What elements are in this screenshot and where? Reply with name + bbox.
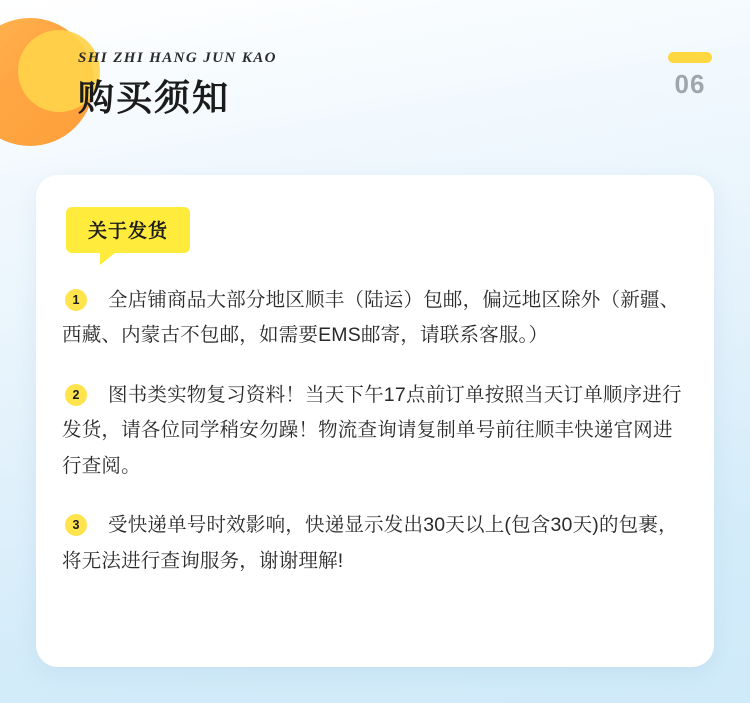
page-number: 06 <box>674 69 706 99</box>
page-title: 购买须知 <box>78 77 231 118</box>
notice-list <box>62 283 688 579</box>
item-number-badge: 1 <box>65 289 87 311</box>
item-number-badge: 2 <box>65 384 87 406</box>
list-item <box>62 508 688 579</box>
page-number-bar-decoration <box>668 52 712 63</box>
section-badge: 关于发货 <box>66 207 190 253</box>
item-number-badge: 3 <box>65 514 87 536</box>
header-text-group <box>78 50 277 118</box>
item-text: 图书类实物复习资料！当天下午17点前订单按照当天订单顺序进行发货，请各位同学稍安勿躁！物流查询请复制单号前往顺丰快递官网进行查阅。 <box>62 383 682 477</box>
list-item <box>62 283 688 354</box>
item-text: 受快递单号时效影响，快递显示发出30天以上(包含30天)的包裹，将无法进行查询服务，谢谢理解! <box>62 514 678 572</box>
item-text: 全店铺商品大部分地区顺丰（陆运）包邮，偏远地区除外（新疆、西藏、内蒙古不包邮，如需要EMS邮寄，请联系客服。） <box>62 289 680 347</box>
page-number-group <box>666 52 714 97</box>
list-item <box>62 378 688 484</box>
page-header <box>0 0 750 160</box>
content-card <box>36 175 714 667</box>
header-subtitle-english: SHI ZHI HANG JUN KAO <box>78 50 277 66</box>
